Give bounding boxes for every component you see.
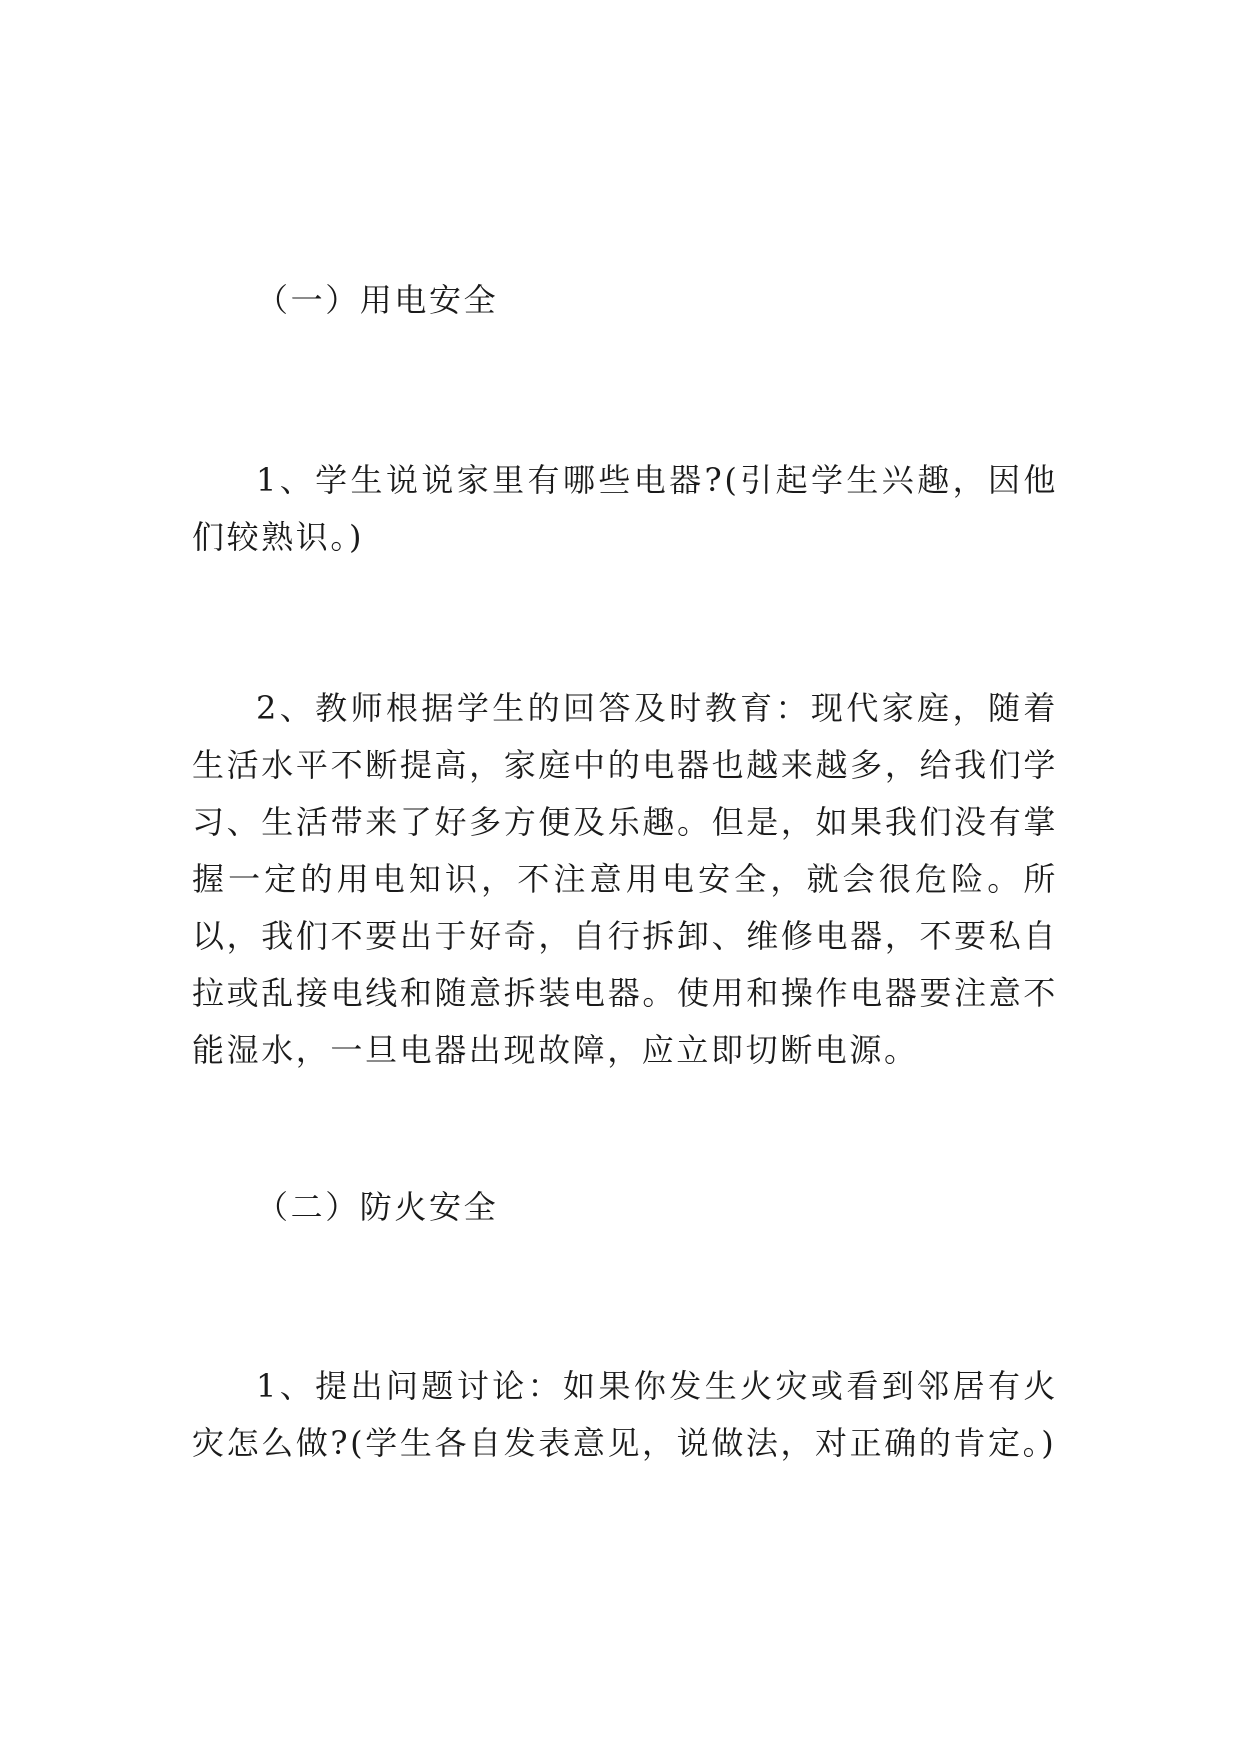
section-heading-electrical-safety: （一）用电安全 — [256, 281, 499, 319]
paragraph-appliances-question: 1、学生说说家里有哪些电器?(引起学生兴趣，因他们较熟识。) — [192, 461, 1058, 556]
paragraph-teacher-education: 2、教师根据学生的回答及时教育：现代家庭，随着生活水平不断提高，家庭中的电器也越来越多，给我们学习、生活带来了好多方便及乐趣。但是，如果我们没有掌握一定的用电知识，不注意用电安全，就会很危险。所以，我们不要出于好奇，自行拆卸、维修电器，不要私自拉或乱接电线和随意拆装电器。使用和操作电器要注意不能湿水，一旦电器出现故障，应立即切断电源。 — [192, 689, 1058, 1069]
section-heading-fire-safety: （二）防火安全 — [256, 1188, 499, 1226]
paragraph-fire-discussion: 1、提出问题讨论：如果你发生火灾或看到邻居有火灾怎么做?(学生各自发表意见，说做法，对正确的肯定。) — [192, 1367, 1058, 1462]
